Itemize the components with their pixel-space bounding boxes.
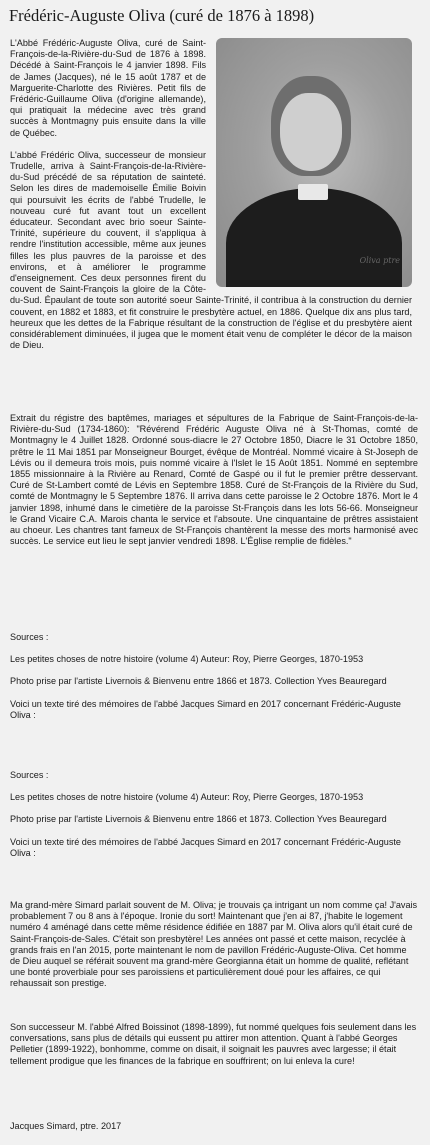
memoir-section	[10, 900, 418, 1001]
sources-memoir-intro: Voici un texte tiré des mémoires de l'abbé Jacques Simard en 2017 concernant Frédéric-Auguste Oliva :	[10, 836, 401, 858]
successor-section	[10, 1022, 418, 1078]
memoir-paragraph: Ma grand-mère Simard parlait souvent de M. Oliva; je trouvais ça intrigant un nom comme ça! J'avais probablement 7 ou 8 ans à l'époque. Ironie du sort! Maintenant que j'en ai 87, j'habite le logement numéro 4 aménagé dans cette même résidence édifiée en 1887 par M. Oliva alors qu'il était curé de Saint-François-de-Sales. C'était son presbytère! Les années ont passé et cette maison, recyclée à grands frais en l'an 2015, porte maintenant le nom de pavillon Frédéric-Auguste-Oliva. Cet homme de Dieu auquel se référait souvent ma grand-mère Georgianna était un homme de qualité, reflétant une bonté proverbiale pour ses paroissiens et particulièrement doué pour les affaires, ce qui rehaussait son prestige.	[10, 900, 418, 989]
register-extract-text: Extrait du régistre des baptêmes, mariages et sépultures de la Fabrique de Saint-François-de-la-Rivière-du-Sud (1734-1860): "Révérend Frédéric Auguste Oliva né à St-Thomas, comté de Montmagny le 4 Juillet 1828. Ordonné sous-diacre le 27 Octobre 1850, Diacre le 31 Octobre 1850, prêtre le 11 Mai 1851 par Monseigneur Bourget, évêque de Montréal. Nommé vicaire à St-Joseph de Lévis ou il demeura trois mois, puis nommé vicaire à l'Islet le 15 Août 1851. Nommé en septembre 1855 missionnaire à la Rivière au Renard, Comté de Gaspé ou il fut le premier prêtre desservant. Curé de St-Lambert comté de Lévis en Septembre 1858. Curé de St-François de la Rivière du Sud, comté de Montmagny le 5 Septembre 1876. Il arriva dans cette paroisse le 2 Octobre 1876. Mort le 4 janvier 1898, inhumé dans le cimetière de la paroisse St-François dans les lots 56-66. Monseigneur le Grand Vicaire C.A. Marois chanta le service et l'absoute. Une cinquantaine de prêtres assistaient au choeur. Les chantres tant fameux de St-François chantèrent la messe des morts harmonisé avec succès. Le service eut lieu le sept janvier vendredi 1898. L'Église remplie de fidèles."	[10, 413, 418, 547]
portrait-cassock	[226, 188, 402, 287]
sources-heading: Sources :	[10, 632, 49, 642]
sources-block-1	[10, 632, 418, 732]
portrait-collar	[298, 184, 328, 200]
sources-photo-credit: Photo prise par l'artiste Livernois & Bienvenu entre 1866 et 1873. Collection Yves Beauregard	[10, 814, 387, 825]
portrait-face	[280, 93, 342, 171]
sources-book: Les petites choses de notre histoire (volume 4) Auteur: Roy, Pierre Georges, 1870-1953	[10, 654, 364, 665]
bio-paragraph-2: L'abbé Frédéric Oliva, successeur de monsieur Trudelle, arriva à Saint-François-de-la-Rivière-du-Sud précédé de sa réputation de sainteté. Selon les dires de mademoiselle Émilie Boivin qui poursuivit les écrits de l'abbé Trudelle, le nouveau curé fut avant tout un excellent éducateur. Secondant avec brio soeur Sainte-Trinité, supérieure du couvent, il s'appliqua à rendre l'institution accessible, même aux jeunes filles les plus pauvres de la paroisse et des environs, et à améliorer le programme d'enseignement. Ces deux personnes firent du couvent de Saint-François la gloire de la Côte-du-Sud. Épaulant de toute son autorité soeur Sainte-Trinité, il contribua à la construction du dernier couvent, en 1882 et 1883, et fit construire le presbytère actuel, en 1886. Quelque dix ans plus tard, heureux que les dettes de la Fabrique résultant de la construction de l'église et du presbytère aient considérablement diminuées, il jugea que le moment était venu de compléter le décor de la maison de Dieu.	[10, 149, 412, 351]
page-title: Frédéric-Auguste Oliva (curé de 1876 à 1898)	[9, 6, 315, 25]
author-signature	[10, 1121, 418, 1143]
bio-paragraph-1: L'Abbé Frédéric-Auguste Oliva, curé de Saint-François-de-la-Rivière-du-Sud de 1876 à 1898. Décédé à Saint-François le 4 janvier 1898. Fils de James (Jacques), né le 15 août 1787 et de Marguerite-Charlotte des Rivières. Petit fils de Frédéric-Guillaume Oliva (d'origine allemande), qui pratiquait la médecine avec très grand succès à Montmagny puis ensuite dans la ville de Québec.	[10, 38, 206, 138]
signature-text: Jacques Simard, ptre. 2017	[10, 1121, 122, 1131]
sources-photo-credit: Photo prise par l'artiste Livernois & Bienvenu entre 1866 et 1873. Collection Yves Beauregard	[10, 676, 387, 687]
sources-memoir-intro: Voici un texte tiré des mémoires de l'abbé Jacques Simard en 2017 concernant Frédéric-Auguste Oliva :	[10, 698, 401, 720]
portrait-signature: Oliva ptre	[359, 256, 400, 265]
successor-paragraph: Son successeur M. l'abbé Alfred Boissinot (1898-1899), fut nommé quelques fois seulement dans les conversations, sans plus de détails qui eussent pu attirer mon attention. Quant à l'abbé Georges Pelletier (1899-1922), bonhomme, comme on disait, il soignait les pauvres avec largesse; il était tellement prodigue que les finances de la fabrique en souffrirent; on lui enleva la cure!	[10, 1022, 417, 1066]
sources-heading: Sources :	[10, 770, 49, 780]
intro-section	[10, 38, 412, 362]
register-extract	[10, 413, 418, 558]
sources-block-2	[10, 770, 418, 870]
sources-book: Les petites choses de notre histoire (volume 4) Auteur: Roy, Pierre Georges, 1870-1953	[10, 792, 364, 803]
portrait-photo	[216, 38, 412, 287]
